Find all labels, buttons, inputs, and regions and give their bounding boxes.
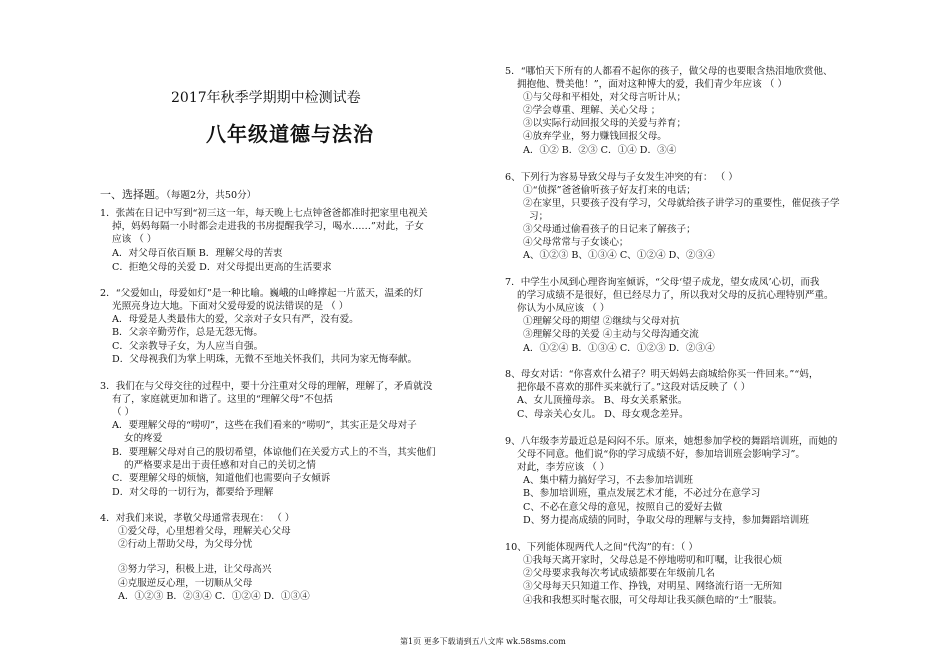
question-text-line: 4．对我们来说，孝敬父母通常表现在： （ ） (100, 513, 295, 524)
question-text-line: ①与父母和平相处，对父母言听计从； (523, 92, 687, 103)
question-text-line: ①爱父母，心里想着父母，理解关心父母 (118, 526, 291, 537)
subject-title: 八年级道德与法治 (206, 122, 374, 146)
question-text-line: （ ） (112, 407, 135, 418)
question-text-line: 对此，李芳应该 （ ） (517, 462, 610, 473)
question-text-line: ③父母通过偷看孩子的日记来了解孩子； (523, 224, 696, 235)
question-text-line: ②学会尊重、理解、关心父母 ； (523, 105, 661, 116)
question-text-line: D．父母视我们为掌上明珠，无微不至地关怀我们，共同为家无悔奉献。 (112, 354, 418, 365)
question-text-line: A．①②③ B．②③④ C．①②④ D．①③④ (118, 591, 310, 602)
question-text-line: 6、下列行为容易导致父母与子女发生冲突的有： （ ） (505, 172, 738, 183)
section-note: （每题2分，共50分） (166, 190, 257, 201)
question-text-line: C、不必在意父母的意见，按照自己的爱好去做 (523, 502, 723, 513)
question-text-line: 2．“父爱如山，母爱如灯”是一种比喻。巍峨的山峰撑起一片蓝天，温柔的灯 (100, 288, 423, 299)
question-text-line: A．母爱是人类最伟大的爱，父亲对子女只有严，没有爱。 (112, 314, 359, 325)
question-text-line: B．要理解父母对自己的殷切希望，体谅他们在关爱方式上的不当，其实他们 (112, 447, 436, 458)
question-text-line: 光照亮身边大地。下面对父爱母爱的说法错误的是 （ ） (112, 301, 349, 312)
question-text-line: ④父母常常与子女谈心； (523, 237, 629, 248)
question-text-line: 把你最不喜欢的那件买来就行了。”这段对话反映了（ ） (517, 382, 751, 393)
question-text-line: A、女儿顶撞母亲。 B、母女关系紧张。 (517, 395, 688, 406)
question-text-line: 1．张茜在日记中写到“初三这一年，每天晚上七点钟爸爸都准时把家里电视关 (100, 208, 428, 219)
exam-title: 2017年秋季学期期中检测试卷 (171, 90, 361, 106)
question-text-line: A．①②④ B．①③④ C．①②③ D．②③④ (523, 343, 715, 354)
question-text-line: 的学习成绩不是很好，但已经尽力了，所以我对父母的反抗心理特别严重。 (517, 290, 834, 301)
question-text-line: ③以实际行动回报父母的关爱与养育； (523, 118, 687, 129)
question-text-line: ②行动上帮助父母，为父母分忧 (118, 539, 253, 550)
question-text-line: ①我每天离开家时，父母总是不停地唠叨和叮嘱，让我很心烦 (523, 555, 783, 566)
question-text-line: 10、下列能体现两代人之间“代沟”的有：（ ） (505, 542, 698, 553)
question-text-line: 女的疼爱 (124, 433, 163, 444)
question-text-line: 应该 （ ） (112, 234, 157, 245)
question-text-line: ③理解父母的关爱 ④主动与父母沟通交流 (523, 329, 699, 340)
question-text-line: A、①②③ B、①③④ C、①②④ D、②③④ (523, 250, 715, 261)
question-text-line: D、努力提高成绩的同时，争取父母的理解与支持，参加舞蹈培训班 (523, 515, 809, 526)
question-text-line: ③努力学习，积极上进，让父母高兴 (118, 564, 272, 575)
question-text-line: ④克服逆反心理，一切顺从父母 (118, 578, 253, 589)
question-text-line: 7．中学生小凤到心理咨询室倾诉，“父母‘望子成龙，望女成凤’心切，而我 (505, 277, 820, 288)
page-footer: 第1页 更多下载请到五八文库 wk.58sms.com (400, 637, 566, 646)
question-text-line: C．要理解父母的烦恼，知道他们也需要向子女倾诉 (112, 473, 331, 484)
question-text-line: 5．“哪怕天下所有的人都看不起你的孩子，做父母的也要眼含热泪地欣赏他、 (505, 66, 833, 77)
section-heading (100, 188, 256, 202)
question-text-line: ①“侦探”爸爸偷听孩子好友打来的电话； (523, 185, 696, 196)
question-text-line: 拥抱他、赞美他！”，面对这种博大的爱，我们青少年应该 （ ） (517, 79, 788, 90)
question-text-line: ③父母每天只知道工作、挣钱，对明星、网络流行语一无所知 (523, 581, 783, 592)
question-text-line: 8、母女对话：“你喜欢什么裙子？明天妈妈去商城给你买一件回来。”“妈， (505, 369, 819, 380)
question-text-line: ④放弃学业，努力赚钱回报父母。 (523, 131, 667, 142)
question-text-line: 父母不同意。他们说“你的学习成绩不好，参加培训班会影响学习”。 (517, 449, 806, 460)
question-text-line: 你认为小凤应该 （ ） (517, 303, 610, 314)
section-title: 一、选择题。 (100, 188, 166, 201)
question-text-line: 9、八年级李芳最近总是闷闷不乐。原来，她想参加学校的舞蹈培训班，而她的 (505, 436, 838, 447)
question-text-line: D．对父母的一切行为，都要给予理解 (112, 487, 274, 498)
question-text-line: 掉，妈妈每隔一小时都会走进我的书房提醒我学习，喝水……”对此，子女 (112, 221, 424, 232)
question-text-line: ④我和我想买时髦衣服，可父母却让我买颜色暗的“土”服装。 (523, 595, 783, 606)
question-text-line: 有了，家庭就更加和谐了。这里的“理解父母”不包括 (112, 394, 333, 405)
question-text-line: B．父亲辛勤劳作，总是无怨无悔。 (112, 327, 263, 338)
question-text-line: C．父亲教导子女，为人应当自强。 (112, 341, 264, 352)
question-text-line: C、母亲关心女儿。 D、母女观念差异。 (517, 409, 689, 420)
question-text-line: ②在家里，只要孩子没有学习，父母就给孩子讲学习的重要性，催促孩子学 (523, 198, 840, 209)
question-text-line: A．①② B．②③ C．①④ D．③④ (523, 145, 677, 156)
question-text-line: A．要理解父母的“唠叨”，这些在我们看来的“唠叨”，其实正是父母对子 (112, 420, 417, 431)
question-text-line: ①理解父母的期望 ②继续与父母对抗 (523, 316, 680, 327)
question-text-line: 3．我们在与父母交往的过程中，要十分注重对父母的理解，理解了，矛盾就没 (100, 381, 433, 392)
question-text-line: ②父母要求我每次考试成绩都要在年级前几名 (523, 568, 715, 579)
question-text-line: C．拒绝父母的关爱 D．对父母提出更高的生活要求 (112, 262, 332, 273)
question-text-line: 习； (529, 211, 549, 222)
question-text-line: 的严格要求是出于责任感和对自己的关切之情 (124, 460, 316, 471)
question-text-line: B、参加培训班，重点发展艺术才能，不必过分在意学习 (523, 488, 761, 499)
question-text-line: A、集中精力搞好学习，不去参加培训班 (523, 475, 694, 486)
question-text-line: A．对父母百依百顺 B．理解父母的苦衷 (112, 248, 283, 259)
